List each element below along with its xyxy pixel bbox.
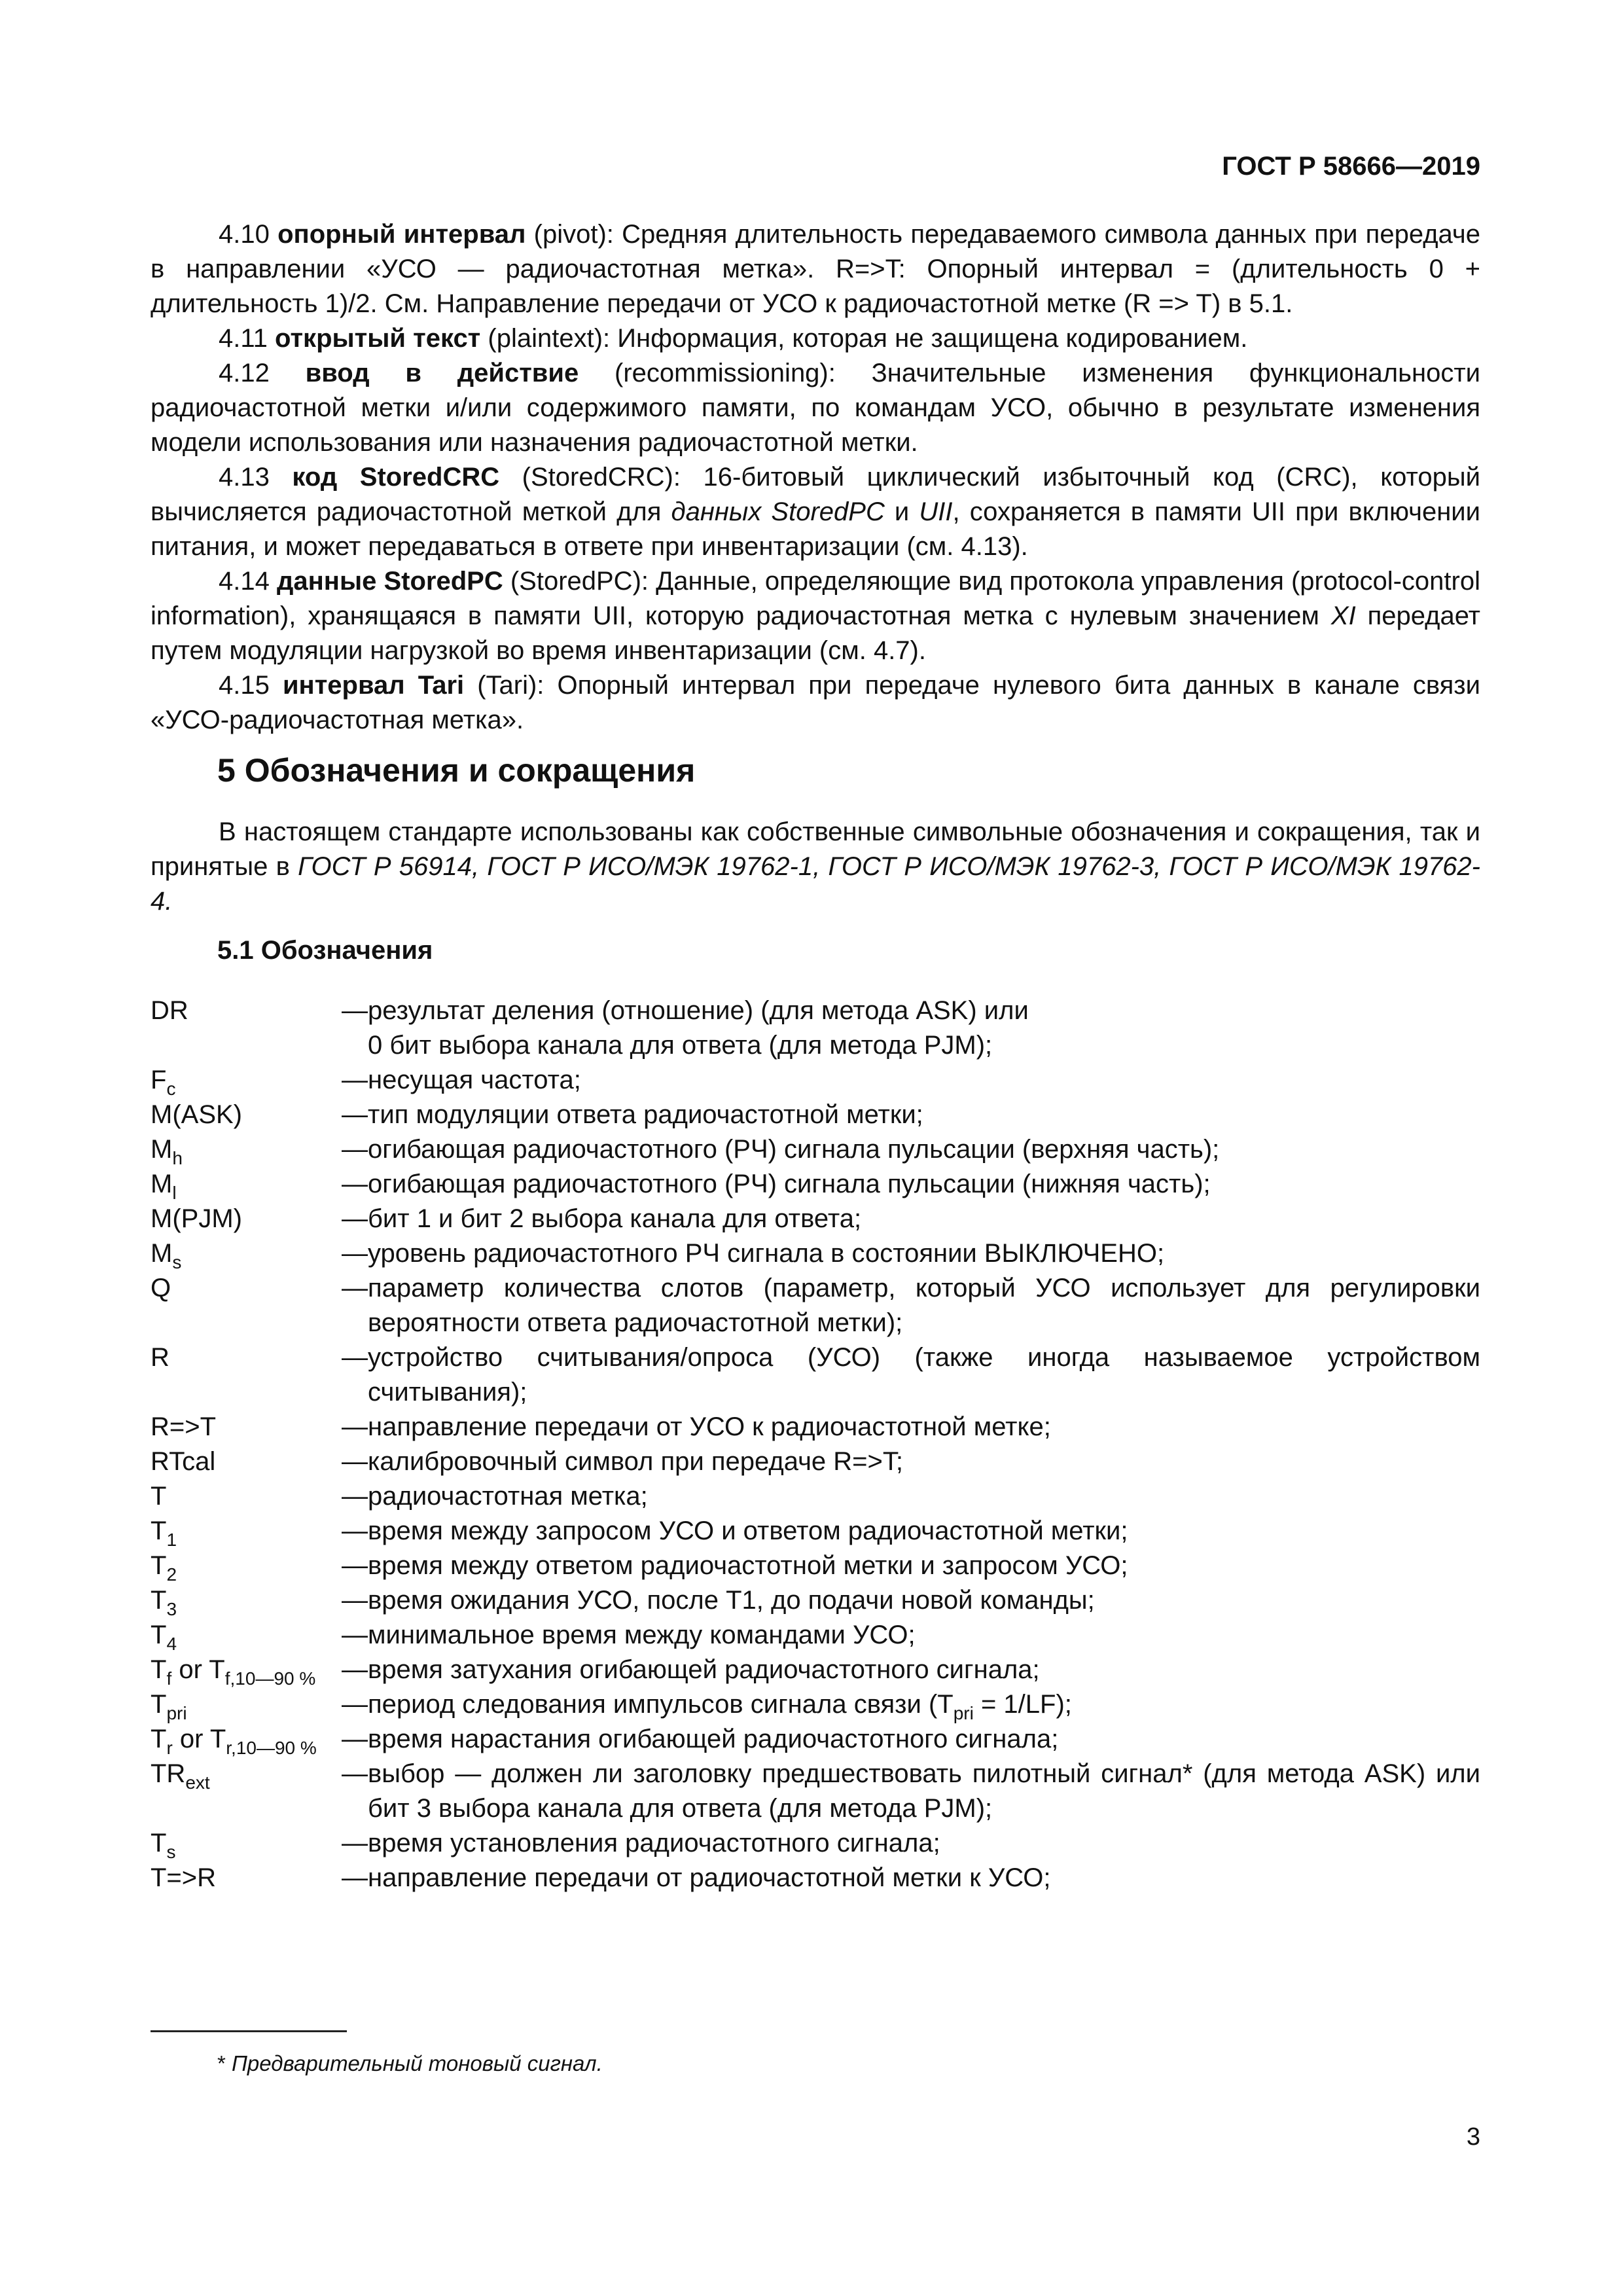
term-4-12: 4.12 ввод в действие (recommissioning): Значительные изменения функциональности радиочастотной метки и/или содержимого памяти, по командам УСО, обычно в результате изменения модели использования или назначения радиочастотной метки. — [151, 359, 1480, 457]
term-title: опорный интервал — [277, 220, 526, 249]
symbol-definition: огибающая радиочастотного (РЧ) сигнала пульсации (нижняя часть); — [368, 1170, 1211, 1198]
symbol-row: R — устройство считывания/опроса (УСО) (также иногда называемое устройством считывания); — [151, 1340, 1480, 1410]
symbol-row: $F_c$ — несущая частота; — [151, 1063, 1480, 1098]
symbol-definition: направление передачи от УСО к радиочастотной метке; — [368, 1412, 1051, 1441]
term-4-11: 4.11 открытый текст (plaintext): Информация, которая не защищена кодированием. — [219, 324, 1248, 353]
symbol-row: $T_4$ — минимальное время между командами УСО; — [151, 1618, 1480, 1653]
symbol-row: $T_f$ or $T_{f,10—90 \%}$ — время затухания огибающей радиочастотного сигнала; — [151, 1653, 1480, 1687]
document-id: ГОСТ Р 58666—2019 — [1222, 152, 1480, 181]
symbol: M(PJM) — [151, 1204, 242, 1233]
symbol-definition: результат деления (отношение) (для метода ASK) или 0 бит выбора канала для ответа (для метода PJM); — [368, 996, 1029, 1060]
symbol-definition: время нарастания огибающей радиочастотного сигнала; — [368, 1725, 1059, 1753]
symbol: Q — [151, 1274, 171, 1302]
symbol-row: T=>R — направление передачи от радиочастотной метки к УСО; — [151, 1861, 1480, 1895]
symbol-definition: уровень радиочастотного РЧ сигнала в состоянии ВЫКЛЮЧЕНО; — [368, 1239, 1165, 1268]
symbol: RTcal — [151, 1447, 216, 1476]
section-5-intro: В настоящем стандарте использованы как собственные символьные обозначения и сокращения, так и принятые в ГОСТ Р 56914, ГОСТ Р ИСО/МЭК 19762-1, ГОСТ Р ИСО/МЭК 19762-3, ГОСТ Р ИСО/МЭК 19762-4. — [151, 817, 1480, 916]
standard-references: ГОСТ Р 56914, ГОСТ Р ИСО/МЭК 19762-1, ГОСТ Р ИСО/МЭК 19762-3, ГОСТ Р ИСО/МЭК 19762-4. — [151, 852, 1480, 916]
symbol-definition: несущая частота; — [368, 1066, 581, 1094]
symbol-row: $TR_{ext}$ — выбор — должен ли заголовку предшествовать пилотный сигнал* (для метода ASK) или бит 3 выбора канала для ответа (для метода PJM); — [151, 1757, 1480, 1826]
symbol: R=>T — [151, 1412, 217, 1441]
symbol-row: $T_s$ — время установления радиочастотного сигнала; — [151, 1826, 1480, 1861]
symbol-row: $M_s$ — уровень радиочастотного РЧ сигнала в состоянии ВЫКЛЮЧЕНО; — [151, 1236, 1480, 1271]
symbol-row: $T_r$ or $T_{r,10—90 \%}$ — время нарастания огибающей радиочастотного сигнала; — [151, 1722, 1480, 1757]
symbol-definition: минимальное время между командами УСО; — [368, 1621, 916, 1649]
symbol: $T_4$ — [151, 1621, 177, 1654]
symbol-row: M(ASK) — тип модуляции ответа радиочастотной метки; — [151, 1098, 1480, 1132]
symbol-row: $T_2$ — время между ответом радиочастотной метки и запросом УСО; — [151, 1549, 1480, 1583]
term-title: ввод в действие — [305, 359, 579, 387]
symbol-definition: направление передачи от радиочастотной метки к УСО; — [368, 1863, 1051, 1892]
symbol: $M_h$ — [151, 1135, 183, 1168]
symbol: $T_s$ — [151, 1829, 176, 1862]
symbol-row: R=>T — направление передачи от УСО к радиочастотной метке; — [151, 1410, 1480, 1444]
symbol-definition: период следования импульсов сигнала связи $(T_{pri} = 1/LF)$; — [368, 1690, 1072, 1723]
symbol-definition: время между ответом радиочастотной метки и запросом УСО; — [368, 1551, 1128, 1580]
symbol-definition: устройство считывания/опроса (УСО) (также иногда называемое устройством считывания); — [368, 1343, 1480, 1407]
symbol-definition: радиочастотная метка; — [368, 1482, 648, 1511]
symbol-definition: калибровочный символ при передаче R=>T; — [368, 1447, 903, 1476]
symbol: $T_1$ — [151, 1516, 177, 1550]
symbol-definition: выбор — должен ли заголовку предшествовать пилотный сигнал* (для метода ASK) или бит 3 выбора канала для ответа (для метода PJM); — [368, 1759, 1480, 1823]
symbol: R — [151, 1343, 169, 1372]
section-5-title: 5 Обозначения и сокращения — [217, 752, 696, 789]
symbol: DR — [151, 996, 188, 1025]
term-4-13: 4.13 код StoredCRC (StoredCRC): 16-битовый циклический избыточный код (CRC), который вычисляется радиочастотной меткой для данных StoredPC и UII, сохраняется в памяти UII при включении питания, и может передаваться в ответе при инвентаризации (см. 4.13). — [151, 463, 1480, 561]
subsection-5-1-title: 5.1 Обозначения — [217, 936, 433, 965]
symbol-row: RTcal — калибровочный символ при передаче R=>T; — [151, 1444, 1480, 1479]
symbol-definition: тип модуляции ответа радиочастотной метки; — [368, 1100, 923, 1129]
symbol-definition: время между запросом УСО и ответом радиочастотной метки; — [368, 1516, 1128, 1545]
symbol-definition: время ожидания УСО, после T1, до подачи новой команды; — [368, 1586, 1095, 1615]
footnote: * Предварительный тоновый сигнал. — [217, 2051, 603, 2075]
symbol-row: Q — параметр количества слотов (параметр, который УСО использует для регулировки вероятности ответа радиочастотной метки); — [151, 1271, 1480, 1340]
term-title: интервал Tari — [282, 671, 465, 700]
term-title: данные StoredPC — [276, 567, 503, 596]
symbol: $T_{pri}$ — [151, 1690, 187, 1723]
symbol: $T_2$ — [151, 1551, 177, 1585]
page-number: 3 — [1466, 2123, 1480, 2151]
symbol: $T_r$ or $T_{r,10—90 \%}$ — [151, 1725, 317, 1758]
footnote-divider — [151, 2030, 347, 2032]
symbol-row: $T_{pri}$ — период следования импульсов сигнала связи $(T_{pri} = 1/LF)$; — [151, 1687, 1480, 1722]
term-title: код StoredCRC — [292, 463, 500, 492]
symbol-row: T — радиочастотная метка; — [151, 1479, 1480, 1514]
symbol: T — [151, 1482, 167, 1511]
symbol-definition: время затухания огибающей радиочастотного сигнала; — [368, 1655, 1040, 1684]
symbol: $T_3$ — [151, 1586, 177, 1619]
symbol-row: $T_3$ — время ожидания УСО, после T1, до подачи новой команды; — [151, 1583, 1480, 1618]
term-title: открытый текст — [275, 324, 481, 353]
symbol-row: M(PJM) — бит 1 и бит 2 выбора канала для ответа; — [151, 1202, 1480, 1236]
symbol-row: $T_1$ — время между запросом УСО и ответом радиочастотной метки; — [151, 1514, 1480, 1549]
symbol-definition: время установления радиочастотного сигнала; — [368, 1829, 940, 1857]
symbols-list — [151, 994, 1480, 1895]
symbol: $M_l$ — [151, 1170, 177, 1203]
term-4-15: 4.15 интервал Tari (Tari): Опорный интервал при передаче нулевого бита данных в канале связи «УСО-радиочастотная метка». — [151, 671, 1480, 734]
terms-block — [151, 217, 1480, 738]
symbol-row: $M_h$ — огибающая радиочастотного (РЧ) сигнала пульсации (верхняя часть); — [151, 1132, 1480, 1167]
symbol: $T_f$ or $T_{f,10—90 \%}$ — [151, 1655, 316, 1689]
symbol: $TR_{ext}$ — [151, 1759, 210, 1793]
symbol: $M_s$ — [151, 1239, 182, 1272]
symbol: T=>R — [151, 1863, 217, 1892]
symbol-definition: параметр количества слотов (параметр, который УСО использует для регулировки вероятности ответа радиочастотной метки); — [368, 1274, 1480, 1337]
symbol-row: $M_l$ — огибающая радиочастотного (РЧ) сигнала пульсации (нижняя часть); — [151, 1167, 1480, 1202]
symbol-row: DR — результат деления (отношение) (для метода ASK) или 0 бит выбора канала для ответа (для метода PJM); — [151, 994, 1480, 1063]
symbol-definition: огибающая радиочастотного (РЧ) сигнала пульсации (верхняя часть); — [368, 1135, 1220, 1164]
symbol: M(ASK) — [151, 1100, 242, 1129]
symbol: $F_c$ — [151, 1066, 176, 1099]
symbol-definition: бит 1 и бит 2 выбора канала для ответа; — [368, 1204, 862, 1233]
term-4-14: 4.14 данные StoredPC (StoredPC): Данные, определяющие вид протокола управления (protocol-control information), хранящаяся в памяти UII, которую радиочастотная метка с нулевым значением XI передает путем модуляции нагрузкой во время инвентаризации (см. 4.7). — [151, 567, 1480, 665]
term-4-10: 4.10 опорный интервал (pivot): Средняя длительность передаваемого символа данных при передаче в направлении «УСО — радиочастотная метка». R=>T: Опорный интервал = (длительность 0 + длительность 1)/2. См. Направление передачи от УСО к радиочастотной метке (R => T) в 5.1. — [151, 220, 1480, 318]
